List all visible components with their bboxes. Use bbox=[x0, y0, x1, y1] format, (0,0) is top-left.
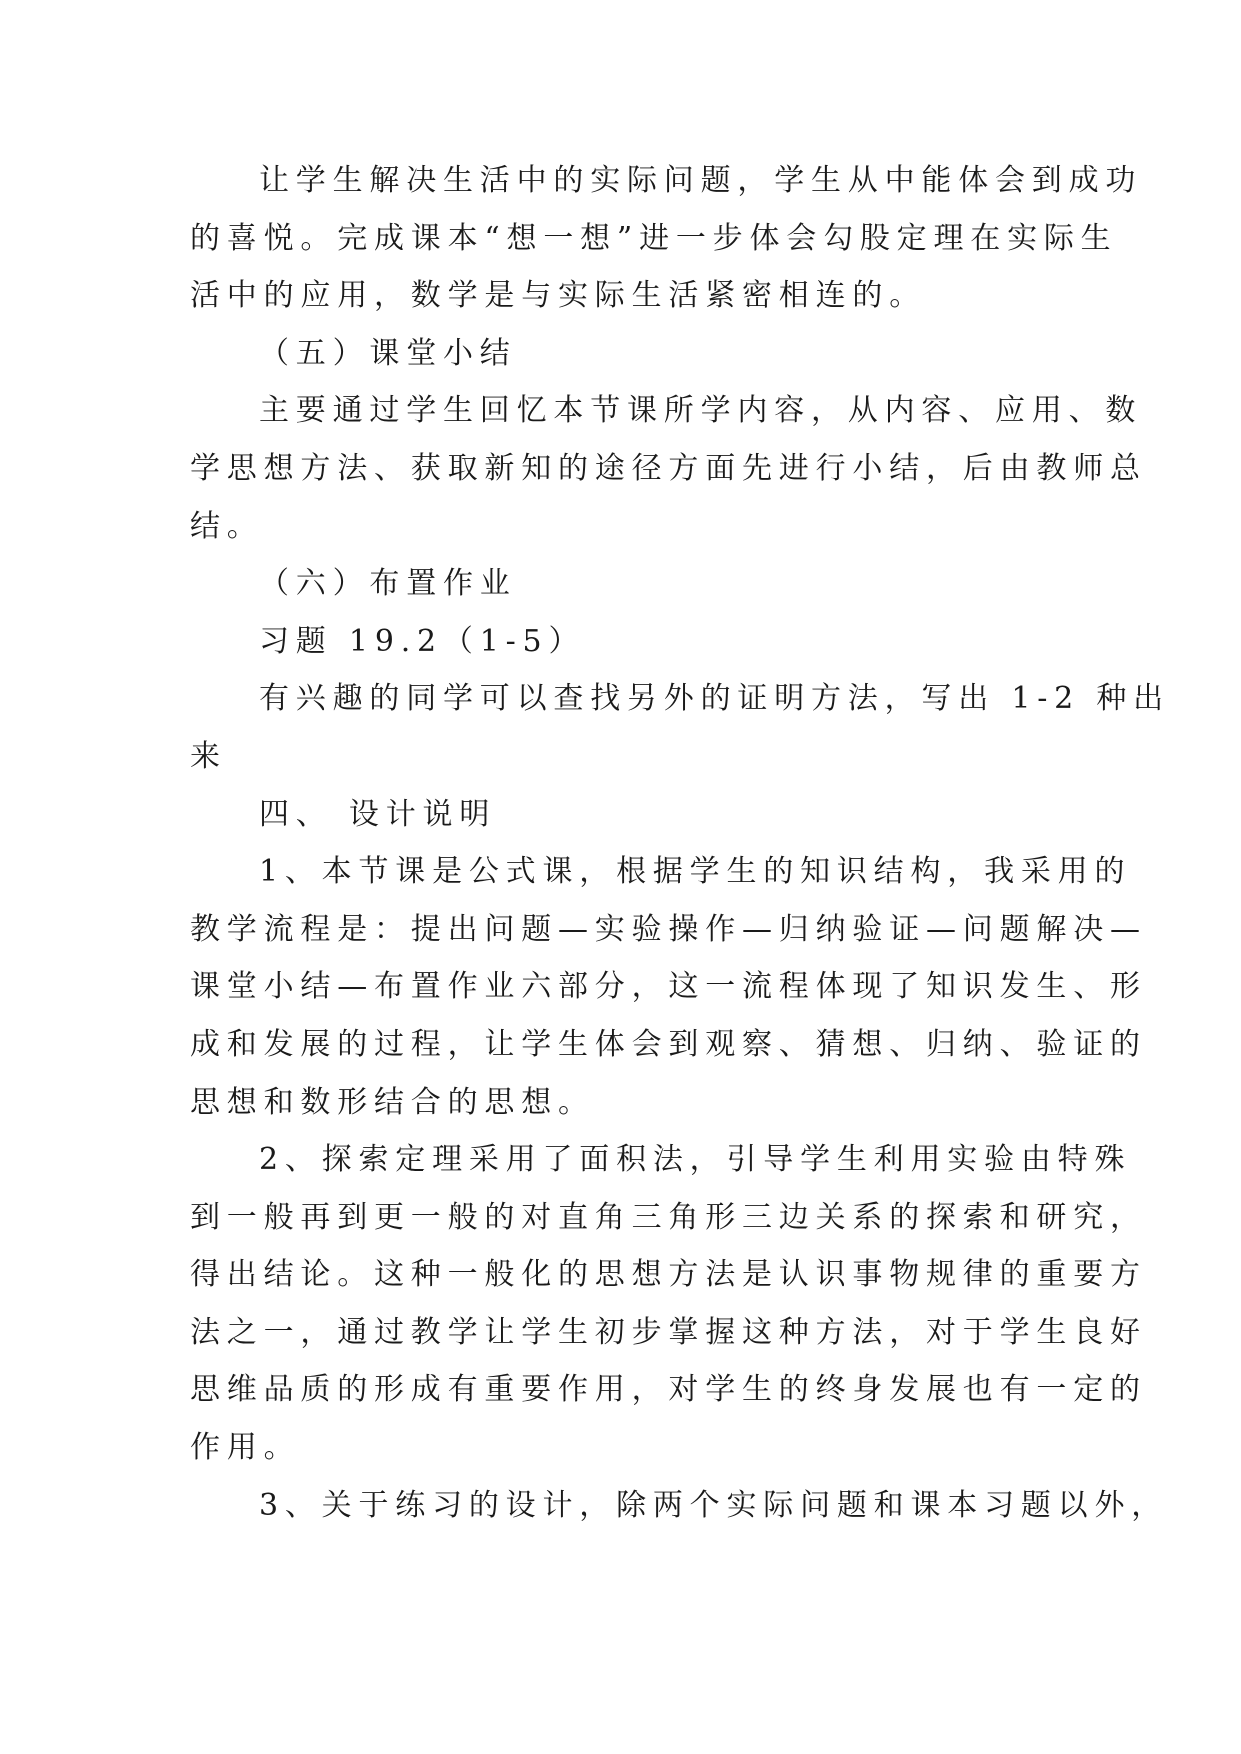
text-line: 法之一，通过教学让学生初步掌握这种方法，对于学生良好 bbox=[190, 1314, 1147, 1350]
document-body bbox=[190, 152, 1170, 1534]
section-heading: （六）布置作业 bbox=[259, 566, 517, 602]
text-line: 习题 19.2（1-5） bbox=[259, 623, 586, 659]
text-line: 到一般再到更一般的对直角三角形三边关系的探索和研究， bbox=[190, 1199, 1147, 1235]
text-line: 1、本节课是公式课，根据学生的知识结构，我采用的 bbox=[259, 854, 1132, 890]
text-line: 主要通过学生回忆本节课所学内容，从内容、应用、数 bbox=[259, 393, 1143, 429]
text-line: 成和发展的过程，让学生体会到观察、猜想、归纳、验证的 bbox=[190, 1026, 1147, 1062]
section-heading: （五）课堂小结 bbox=[259, 335, 517, 371]
text-line: 思维品质的形成有重要作用，对学生的终身发展也有一定的 bbox=[190, 1372, 1147, 1408]
section-heading: 四、 设计说明 bbox=[259, 796, 497, 832]
text-line: 学思想方法、获取新知的途径方面先进行小结，后由教师总 bbox=[190, 450, 1147, 486]
text-line: 思想和数形结合的思想。 bbox=[190, 1084, 595, 1120]
text-line: 教学流程是：提出问题—实验操作—归纳验证—问题解决— bbox=[190, 911, 1147, 947]
text-line: 课堂小结—布置作业六部分，这一流程体现了知识发生、形 bbox=[190, 969, 1147, 1005]
text-line: 有兴趣的同学可以查找另外的证明方法，写出 1-2 种出 bbox=[259, 681, 1170, 717]
text-line: 结。 bbox=[190, 508, 264, 544]
text-line: 2、探索定理采用了面积法，引导学生利用实验由特殊 bbox=[259, 1142, 1132, 1178]
text-line: 活中的应用，数学是与实际生活紧密相连的。 bbox=[190, 278, 926, 314]
text-line: 3、关于练习的设计，除两个实际问题和课本习题以外， bbox=[259, 1487, 1169, 1523]
text-line: 来 bbox=[190, 738, 227, 774]
text-line: 的喜悦。完成课本“想一想”进一步体会勾股定理在实际生 bbox=[190, 220, 1118, 256]
text-line: 得出结论。这种一般化的思想方法是认识事物规律的重要方 bbox=[190, 1257, 1147, 1293]
text-line: 作用。 bbox=[190, 1430, 301, 1466]
text-line: 让学生解决生活中的实际问题，学生从中能体会到成功 bbox=[259, 163, 1143, 198]
